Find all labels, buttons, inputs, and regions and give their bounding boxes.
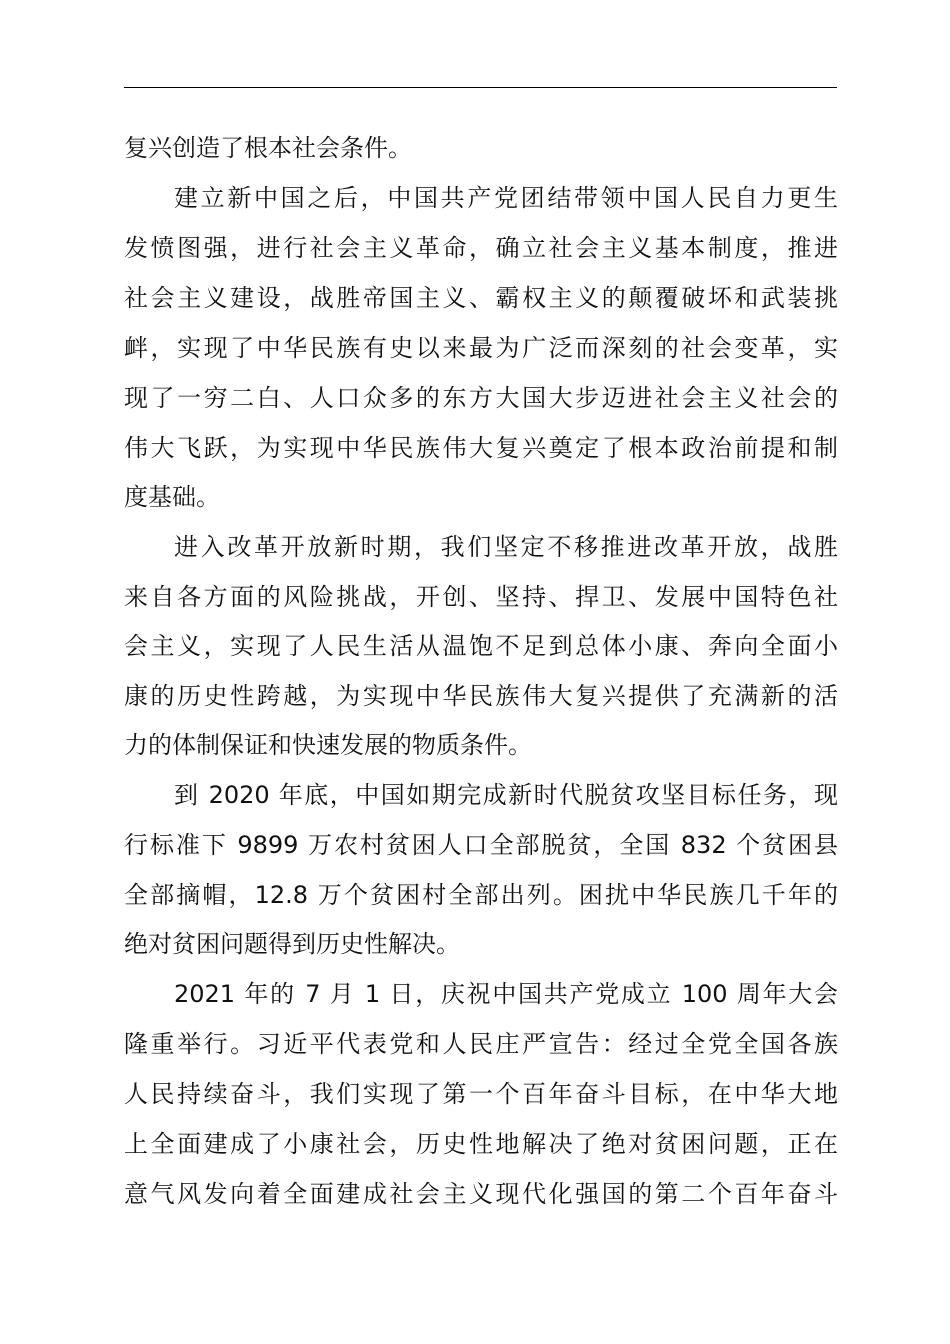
- text-line-21: 上全面建成了小康社会，历史性地解决了绝对贫困问题，正在: [124, 1130, 838, 1158]
- text-line-6: 现了一穷二白、人口众多的东方大国大步迈进社会主义社会的: [124, 384, 838, 412]
- header-rule: [124, 87, 837, 88]
- text-line-8: 度基础。: [124, 483, 220, 511]
- text-line-1: 复兴创造了根本社会条件。: [124, 134, 412, 162]
- text-line-5: 衅，实现了中华民族有史以来最为广泛而深刻的社会变革，实: [124, 334, 838, 362]
- text-line-17: 绝对贫困问题得到历史性解决。: [124, 930, 460, 958]
- text-line-2: 建立新中国之后，中国共产党团结带领中国人民自力更生: [174, 184, 838, 212]
- text-line-11: 会主义，实现了人民生活从温饱不足到总体小康、奔向全面小: [124, 632, 838, 660]
- text-line-14: 到 2020 年底，中国如期完成新时代脱贫攻坚目标任务，现: [174, 781, 838, 809]
- text-line-9: 进入改革开放新时期，我们坚定不移推进改革开放，战胜: [174, 533, 838, 561]
- text-line-10: 来自各方面的风险挑战，开创、坚持、捍卫、发展中国特色社: [124, 583, 838, 611]
- text-line-18: 2021 年的 7 月 1 日，庆祝中国共产党成立 100 周年大会: [174, 980, 838, 1008]
- text-line-4: 社会主义建设，战胜帝国主义、霸权主义的颠覆破坏和武装挑: [124, 284, 838, 312]
- text-line-7: 伟大飞跃，为实现中华民族伟大复兴奠定了根本政治前提和制: [124, 434, 838, 462]
- text-line-22: 意气风发向着全面建成社会主义现代化强国的第二个百年奋斗: [124, 1180, 838, 1208]
- text-line-13: 力的体制保证和快速发展的物质条件。: [124, 731, 532, 759]
- text-line-20: 人民持续奋斗，我们实现了第一个百年奋斗目标，在中华大地: [124, 1080, 838, 1108]
- text-line-19: 隆重举行。习近平代表党和人民庄严宣告：经过全党全国各族: [124, 1030, 838, 1058]
- text-line-15: 行标准下 9899 万农村贫困人口全部脱贫，全国 832 个贫困县: [124, 831, 838, 859]
- text-line-12: 康的历史性跨越，为实现中华民族伟大复兴提供了充满新的活: [124, 682, 838, 710]
- text-line-16: 全部摘帽，12.8 万个贫困村全部出列。困扰中华民族几千年的: [124, 881, 838, 909]
- text-line-3: 发愤图强，进行社会主义革命，确立社会主义基本制度，推进: [124, 234, 838, 262]
